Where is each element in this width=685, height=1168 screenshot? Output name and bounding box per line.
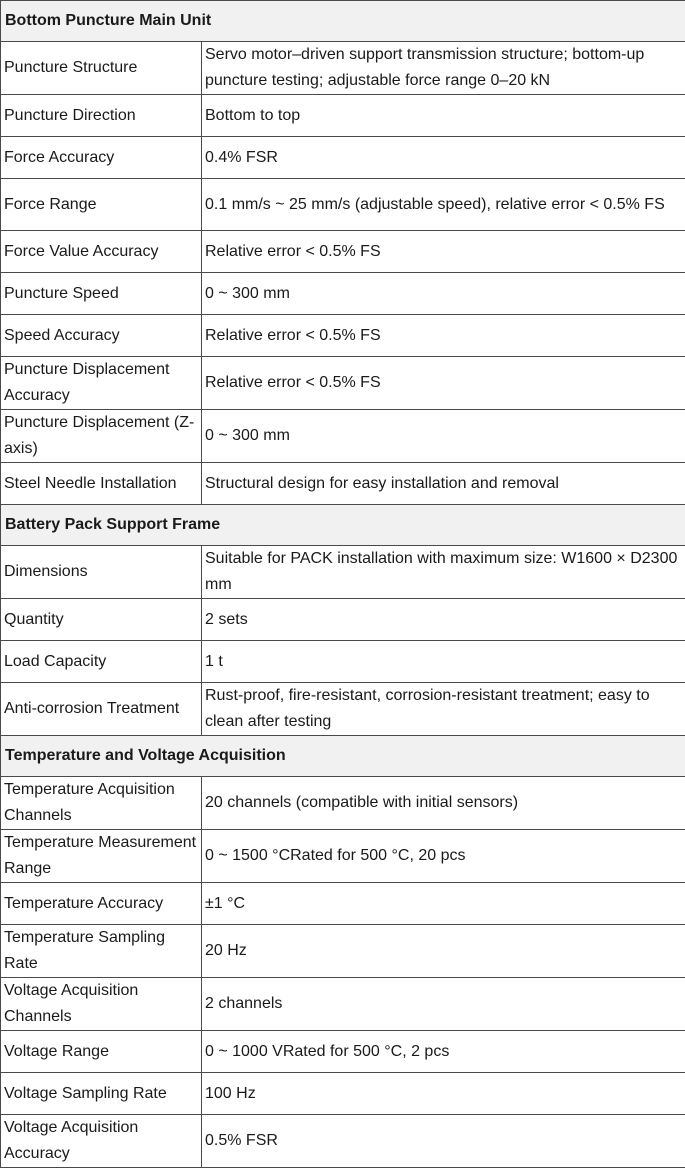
table-row xyxy=(1,830,685,883)
spec-value: 100 Hz xyxy=(202,1073,685,1115)
section-header xyxy=(1,505,685,546)
spec-value: 20 channels (compatible with initial sensors) xyxy=(202,777,685,830)
table-row xyxy=(1,1031,685,1073)
spec-value: Suitable for PACK installation with maximum size: W1600 × D2300 mm xyxy=(202,546,685,599)
table-row xyxy=(1,357,685,410)
table-row xyxy=(1,463,685,505)
spec-label: Temperature Measurement Range xyxy=(1,830,202,883)
spec-value: 2 channels xyxy=(202,978,685,1031)
table-row xyxy=(1,599,685,641)
table-row xyxy=(1,777,685,830)
spec-label: Puncture Structure xyxy=(1,42,202,95)
spec-value: 0 ~ 300 mm xyxy=(202,410,685,463)
section-title: Battery Pack Support Frame xyxy=(1,505,685,546)
table-row xyxy=(1,925,685,978)
spec-label: Force Range xyxy=(1,179,202,231)
table-row xyxy=(1,179,685,231)
section-header xyxy=(1,736,685,777)
table-row xyxy=(1,410,685,463)
spec-label: Puncture Displacement (Z-axis) xyxy=(1,410,202,463)
spec-label: Quantity xyxy=(1,599,202,641)
section-title: Bottom Puncture Main Unit xyxy=(1,1,685,42)
spec-value: Structural design for easy installation and removal xyxy=(202,463,685,505)
table-row xyxy=(1,883,685,925)
spec-value: Relative error < 0.5% FS xyxy=(202,357,685,410)
table-row xyxy=(1,42,685,95)
spec-label: Puncture Displacement Accuracy xyxy=(1,357,202,410)
spec-label: Temperature Accuracy xyxy=(1,883,202,925)
spec-value: 0 ~ 300 mm xyxy=(202,273,685,315)
spec-value: 2 sets xyxy=(202,599,685,641)
spec-value: 0 ~ 1000 VRated for 500 °C, 2 pcs xyxy=(202,1031,685,1073)
spec-label: Voltage Range xyxy=(1,1031,202,1073)
spec-label: Force Value Accuracy xyxy=(1,231,202,273)
table-row xyxy=(1,137,685,179)
table-row xyxy=(1,231,685,273)
table-row xyxy=(1,683,685,736)
spec-value: Rust-proof, fire-resistant, corrosion-resistant treatment; easy to clean after testing xyxy=(202,683,685,736)
spec-value: Relative error < 0.5% FS xyxy=(202,315,685,357)
spec-label: Speed Accuracy xyxy=(1,315,202,357)
table-row xyxy=(1,1073,685,1115)
spec-value: 20 Hz xyxy=(202,925,685,978)
spec-label: Anti-corrosion Treatment xyxy=(1,683,202,736)
table-row xyxy=(1,641,685,683)
spec-label: Load Capacity xyxy=(1,641,202,683)
spec-label: Voltage Acquisition Accuracy xyxy=(1,1115,202,1168)
spec-value: 0 ~ 1500 °CRated for 500 °C, 20 pcs xyxy=(202,830,685,883)
spec-label: Steel Needle Installation xyxy=(1,463,202,505)
spec-label: Force Accuracy xyxy=(1,137,202,179)
spec-label: Puncture Direction xyxy=(1,95,202,137)
spec-value: 0.5% FSR xyxy=(202,1115,685,1168)
spec-label: Temperature Sampling Rate xyxy=(1,925,202,978)
spec-label: Voltage Acquisition Channels xyxy=(1,978,202,1031)
spec-value: 1 t xyxy=(202,641,685,683)
spec-label: Voltage Sampling Rate xyxy=(1,1073,202,1115)
table-row xyxy=(1,273,685,315)
section-header xyxy=(1,1,685,42)
spec-label: Dimensions xyxy=(1,546,202,599)
table-row xyxy=(1,315,685,357)
table-row xyxy=(1,978,685,1031)
spec-value: Servo motor–driven support transmission structure; bottom-up puncture testing; adjustable force range 0–20 kN xyxy=(202,42,685,95)
table-row xyxy=(1,1115,685,1168)
spec-label: Temperature Acquisition Channels xyxy=(1,777,202,830)
spec-value: 0.4% FSR xyxy=(202,137,685,179)
spec-value: 0.1 mm/s ~ 25 mm/s (adjustable speed), relative error < 0.5% FS xyxy=(202,179,685,231)
spec-value: ±1 °C xyxy=(202,883,685,925)
spec-label: Puncture Speed xyxy=(1,273,202,315)
table-row xyxy=(1,546,685,599)
table-row xyxy=(1,95,685,137)
section-title: Temperature and Voltage Acquisition xyxy=(1,736,685,777)
spec-value: Relative error < 0.5% FS xyxy=(202,231,685,273)
spec-value: Bottom to top xyxy=(202,95,685,137)
